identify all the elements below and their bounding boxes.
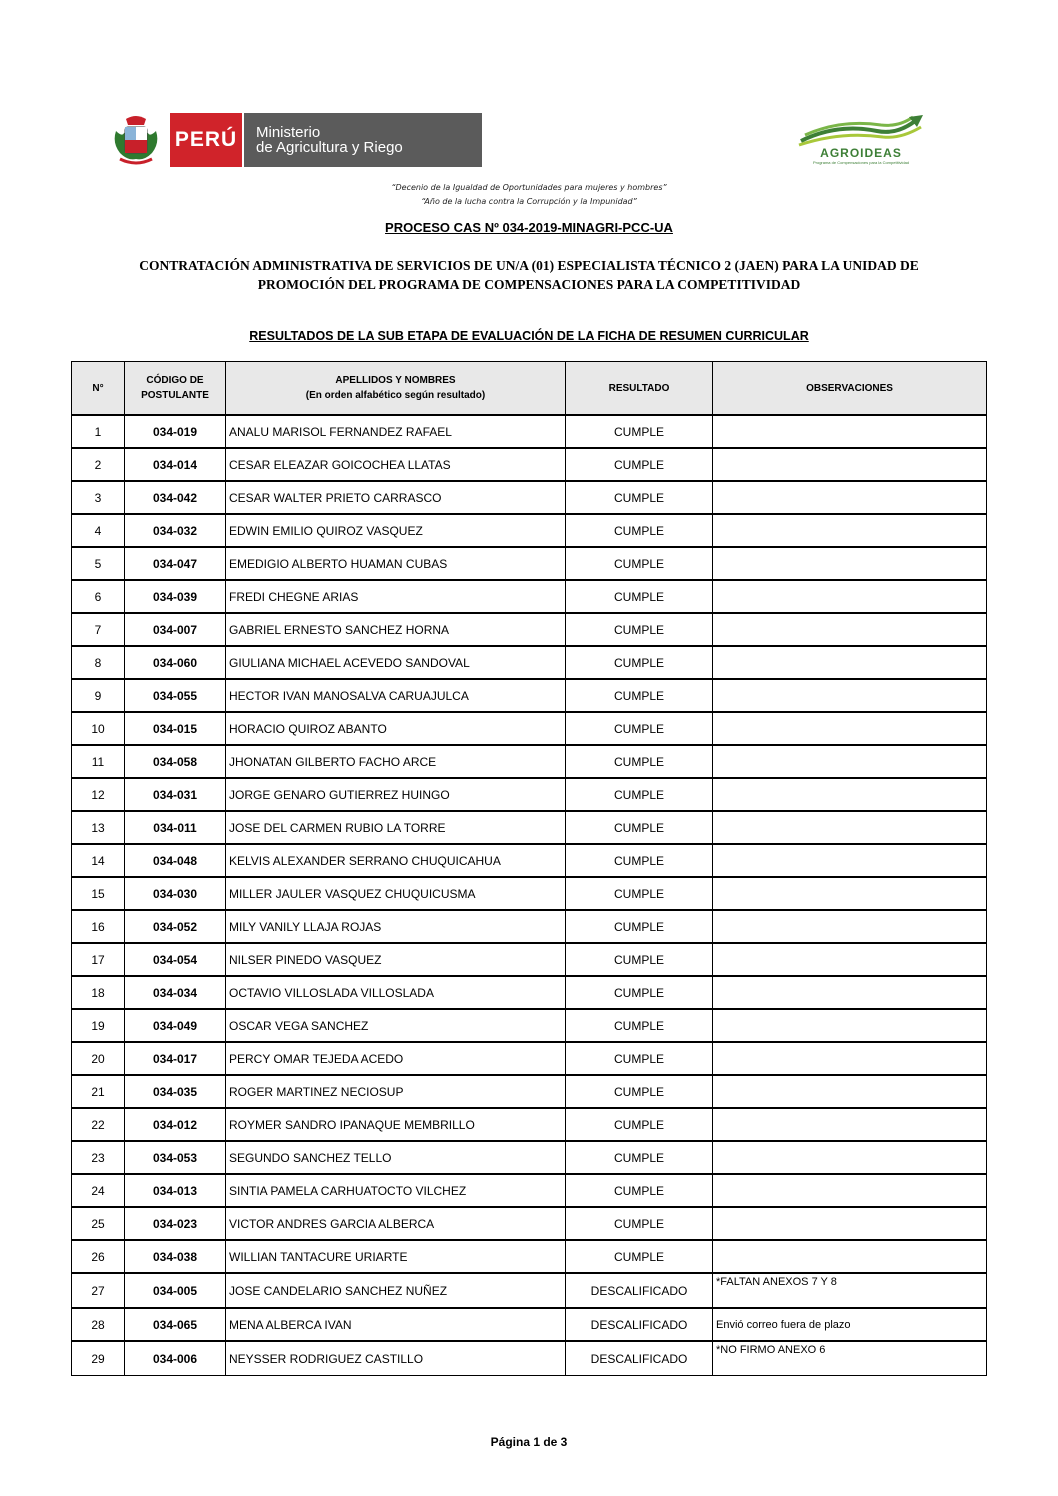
row-number: 5: [72, 547, 125, 580]
row-result: DESCALIFICADO: [566, 1341, 713, 1376]
table-row: [72, 1341, 987, 1376]
row-name: ROGER MARTINEZ NECIOSUP: [226, 1075, 566, 1108]
row-number: 7: [72, 613, 125, 646]
row-observation: [713, 646, 987, 679]
row-number: 25: [72, 1207, 125, 1240]
table-row: [72, 1042, 987, 1075]
row-code: 034-014: [125, 448, 226, 481]
header-name-line-2: (En orden alfabético según resultado): [305, 390, 486, 401]
row-result: CUMPLE: [566, 1207, 713, 1240]
page-number: Página 1 de 3: [490, 1435, 568, 1449]
row-result: CUMPLE: [566, 1240, 713, 1273]
row-name: MILLER JAULER VASQUEZ CHUQUICUSMA: [226, 877, 566, 910]
row-code: 034-019: [125, 415, 226, 448]
row-result: CUMPLE: [566, 844, 713, 877]
row-result: DESCALIFICADO: [566, 1273, 713, 1308]
table-row: [72, 877, 987, 910]
row-code: 034-042: [125, 481, 226, 514]
row-number: 6: [72, 580, 125, 613]
row-code: 034-005: [125, 1273, 226, 1308]
table-header-row: [72, 362, 987, 416]
process-subtitle: [90, 256, 968, 294]
row-observation: [713, 613, 987, 646]
peru-label: PERÚ: [170, 113, 242, 167]
header-name-line-1: APELLIDOS Y NOMBRES: [335, 375, 456, 386]
row-code: 034-065: [125, 1308, 226, 1341]
row-name: ROYMER SANDRO IPANAQUE MEMBRILLO: [226, 1108, 566, 1141]
row-number: 3: [72, 481, 125, 514]
row-observation: [713, 910, 987, 943]
row-number: 29: [72, 1341, 125, 1376]
row-name: ANALU MARISOL FERNANDEZ RAFAEL: [226, 415, 566, 448]
row-number: 26: [72, 1240, 125, 1273]
agroideas-tagline: Programa de Compensaciones para la Competitividad: [812, 160, 910, 165]
row-number: 13: [72, 811, 125, 844]
row-observation: [713, 415, 987, 448]
row-observation: [713, 877, 987, 910]
row-code: 034-054: [125, 943, 226, 976]
header-result: RESULTADO: [566, 362, 713, 416]
motto-line-2: “Año de la lucha contra la Corrupción y la Impunidad”: [421, 197, 637, 206]
row-observation: [713, 1042, 987, 1075]
row-observation: [713, 448, 987, 481]
row-observation: [713, 1174, 987, 1207]
table-row: [72, 481, 987, 514]
table-row: [72, 448, 987, 481]
row-observation: [713, 679, 987, 712]
table-row: [72, 1009, 987, 1042]
row-result: CUMPLE: [566, 712, 713, 745]
results-table: [71, 361, 987, 1376]
row-result: CUMPLE: [566, 877, 713, 910]
table-row: [72, 910, 987, 943]
row-name: NILSER PINEDO VASQUEZ: [226, 943, 566, 976]
ministry-line-1: Ministerio: [256, 124, 321, 141]
row-result: CUMPLE: [566, 943, 713, 976]
subtitle-line-2: PROMOCIÓN DEL PROGRAMA DE COMPENSACIONES PARA LA COMPETITIVIDAD: [257, 277, 801, 292]
row-result: CUMPLE: [566, 976, 713, 1009]
row-result: DESCALIFICADO: [566, 1308, 713, 1341]
row-code: 034-013: [125, 1174, 226, 1207]
row-number: 9: [72, 679, 125, 712]
table-row: [72, 778, 987, 811]
row-name: CESAR ELEAZAR GOICOCHEA LLATAS: [226, 448, 566, 481]
row-observation: [713, 1075, 987, 1108]
row-result: CUMPLE: [566, 811, 713, 844]
header-num: N°: [72, 362, 125, 416]
row-number: 2: [72, 448, 125, 481]
row-code: 034-053: [125, 1141, 226, 1174]
ministry-line-2: de Agricultura y Riego: [256, 139, 403, 156]
row-number: 1: [72, 415, 125, 448]
row-name: MILY VANILY LLAJA ROJAS: [226, 910, 566, 943]
row-result: CUMPLE: [566, 514, 713, 547]
row-result: CUMPLE: [566, 1174, 713, 1207]
row-code: 034-060: [125, 646, 226, 679]
row-number: 15: [72, 877, 125, 910]
row-result: CUMPLE: [566, 646, 713, 679]
row-result: CUMPLE: [566, 415, 713, 448]
row-code: 034-052: [125, 910, 226, 943]
subtitle-line-1: CONTRATACIÓN ADMINISTRATIVA DE SERVICIOS DE UN/A (01) ESPECIALISTA TÉCNICO 2 (JAEN) PARA LA UNIDAD DE: [139, 258, 919, 273]
row-observation: [713, 481, 987, 514]
row-name: HECTOR IVAN MANOSALVA CARUAJULCA: [226, 679, 566, 712]
row-name: NEYSSER RODRIGUEZ CASTILLO: [226, 1341, 566, 1376]
table-row: [72, 1141, 987, 1174]
row-code: 034-015: [125, 712, 226, 745]
row-code: 034-058: [125, 745, 226, 778]
row-observation: [713, 1141, 987, 1174]
table-row: [72, 1075, 987, 1108]
row-number: 23: [72, 1141, 125, 1174]
row-result: CUMPLE: [566, 778, 713, 811]
row-number: 17: [72, 943, 125, 976]
table-row: [72, 1273, 987, 1308]
table-row: [72, 613, 987, 646]
row-observation: [713, 1108, 987, 1141]
row-result: CUMPLE: [566, 613, 713, 646]
row-code: 034-035: [125, 1075, 226, 1108]
row-code: 034-049: [125, 1009, 226, 1042]
row-name: PERCY OMAR TEJEDA ACEDO: [226, 1042, 566, 1075]
row-code: 034-012: [125, 1108, 226, 1141]
row-result: CUMPLE: [566, 1141, 713, 1174]
row-number: 4: [72, 514, 125, 547]
table-row: [72, 415, 987, 448]
process-title: PROCESO CAS Nº 034-2019-MINAGRI-PCC-UA: [385, 220, 673, 235]
row-observation: [713, 712, 987, 745]
row-result: CUMPLE: [566, 481, 713, 514]
agroideas-waves-icon: [797, 115, 925, 147]
row-name: SINTIA PAMELA CARHUATOCTO VILCHEZ: [226, 1174, 566, 1207]
row-result: CUMPLE: [566, 580, 713, 613]
row-result: CUMPLE: [566, 1009, 713, 1042]
table-row: [72, 679, 987, 712]
table-row: [72, 745, 987, 778]
row-code: 034-039: [125, 580, 226, 613]
row-name: VICTOR ANDRES GARCIA ALBERCA: [226, 1207, 566, 1240]
row-result: CUMPLE: [566, 679, 713, 712]
row-code: 034-048: [125, 844, 226, 877]
row-code: 034-047: [125, 547, 226, 580]
header-obs: OBSERVACIONES: [713, 362, 987, 416]
header-code-line-2: POSTULANTE: [141, 390, 209, 401]
row-number: 10: [72, 712, 125, 745]
table-row: [72, 712, 987, 745]
row-result: CUMPLE: [566, 1075, 713, 1108]
row-code: 034-006: [125, 1341, 226, 1376]
row-number: 24: [72, 1174, 125, 1207]
section-title: RESULTADOS DE LA SUB ETAPA DE EVALUACIÓN DE LA FICHA DE RESUMEN CURRICULAR: [249, 329, 809, 343]
row-code: 034-007: [125, 613, 226, 646]
row-name: JORGE GENARO GUTIERREZ HUINGO: [226, 778, 566, 811]
ministry-name: [242, 113, 482, 167]
row-number: 27: [72, 1273, 125, 1308]
row-name: CESAR WALTER PRIETO CARRASCO: [226, 481, 566, 514]
row-number: 21: [72, 1075, 125, 1108]
row-number: 8: [72, 646, 125, 679]
row-number: 14: [72, 844, 125, 877]
row-name: EDWIN EMILIO QUIROZ VASQUEZ: [226, 514, 566, 547]
table-row: [72, 547, 987, 580]
agroideas-name: AGROIDEAS: [820, 146, 902, 160]
row-code: 034-011: [125, 811, 226, 844]
row-result: CUMPLE: [566, 745, 713, 778]
row-name: HORACIO QUIROZ ABANTO: [226, 712, 566, 745]
row-observation: [713, 514, 987, 547]
row-observation: [713, 1009, 987, 1042]
row-name: JOSE CANDELARIO SANCHEZ NUÑEZ: [226, 1273, 566, 1308]
table-row: [72, 1174, 987, 1207]
row-code: 034-017: [125, 1042, 226, 1075]
row-name: OCTAVIO VILLOSLADA VILLOSLADA: [226, 976, 566, 1009]
row-number: 28: [72, 1308, 125, 1341]
table-row: [72, 514, 987, 547]
row-number: 20: [72, 1042, 125, 1075]
row-observation: [713, 1207, 987, 1240]
table-row: [72, 1108, 987, 1141]
row-code: 034-055: [125, 679, 226, 712]
row-name: FREDI CHEGNE ARIAS: [226, 580, 566, 613]
row-name: EMEDIGIO ALBERTO HUAMAN CUBAS: [226, 547, 566, 580]
table-row: [72, 811, 987, 844]
row-number: 16: [72, 910, 125, 943]
header-name: [226, 362, 566, 416]
row-number: 22: [72, 1108, 125, 1141]
row-observation: [713, 1240, 987, 1273]
row-result: CUMPLE: [566, 448, 713, 481]
row-number: 18: [72, 976, 125, 1009]
row-code: 034-023: [125, 1207, 226, 1240]
row-name: JHONATAN GILBERTO FACHO ARCE: [226, 745, 566, 778]
row-observation: *FALTAN ANEXOS 7 Y 8: [713, 1273, 987, 1308]
row-number: 12: [72, 778, 125, 811]
row-observation: Envió correo fuera de plazo: [713, 1308, 987, 1341]
table-row: [72, 1207, 987, 1240]
row-name: MENA ALBERCA IVAN: [226, 1308, 566, 1341]
row-observation: [713, 547, 987, 580]
row-code: 034-032: [125, 514, 226, 547]
table-row: [72, 1308, 987, 1341]
table-row: [72, 844, 987, 877]
row-name: WILLIAN TANTACURE URIARTE: [226, 1240, 566, 1273]
row-result: CUMPLE: [566, 547, 713, 580]
row-name: GIULIANA MICHAEL ACEVEDO SANDOVAL: [226, 646, 566, 679]
row-observation: [713, 778, 987, 811]
row-code: 034-034: [125, 976, 226, 1009]
row-observation: [713, 943, 987, 976]
motto-line-1: “Decenio de la Igualdad de Oportunidades para mujeres y hombres”: [391, 183, 667, 192]
row-result: CUMPLE: [566, 1108, 713, 1141]
header-code: [125, 362, 226, 416]
agroideas-logo: [797, 115, 925, 165]
row-observation: *NO FIRMO ANEXO 6: [713, 1341, 987, 1376]
row-observation: [713, 745, 987, 778]
row-code: 034-030: [125, 877, 226, 910]
row-number: 11: [72, 745, 125, 778]
row-code: 034-038: [125, 1240, 226, 1273]
row-observation: [713, 976, 987, 1009]
row-name: KELVIS ALEXANDER SERRANO CHUQUICAHUA: [226, 844, 566, 877]
row-code: 034-031: [125, 778, 226, 811]
table-row: [72, 976, 987, 1009]
row-observation: [713, 844, 987, 877]
table-row: [72, 646, 987, 679]
row-number: 19: [72, 1009, 125, 1042]
row-name: OSCAR VEGA SANCHEZ: [226, 1009, 566, 1042]
table-row: [72, 1240, 987, 1273]
row-name: JOSE DEL CARMEN RUBIO LA TORRE: [226, 811, 566, 844]
table-row: [72, 580, 987, 613]
ministry-logo: [110, 113, 482, 167]
row-name: SEGUNDO SANCHEZ TELLO: [226, 1141, 566, 1174]
header-code-line-1: CÓDIGO DE: [146, 375, 204, 386]
table-row: [72, 943, 987, 976]
row-name: GABRIEL ERNESTO SANCHEZ HORNA: [226, 613, 566, 646]
row-result: CUMPLE: [566, 1042, 713, 1075]
peru-seal-icon: [110, 113, 162, 167]
row-result: CUMPLE: [566, 910, 713, 943]
row-observation: [713, 580, 987, 613]
row-observation: [713, 811, 987, 844]
